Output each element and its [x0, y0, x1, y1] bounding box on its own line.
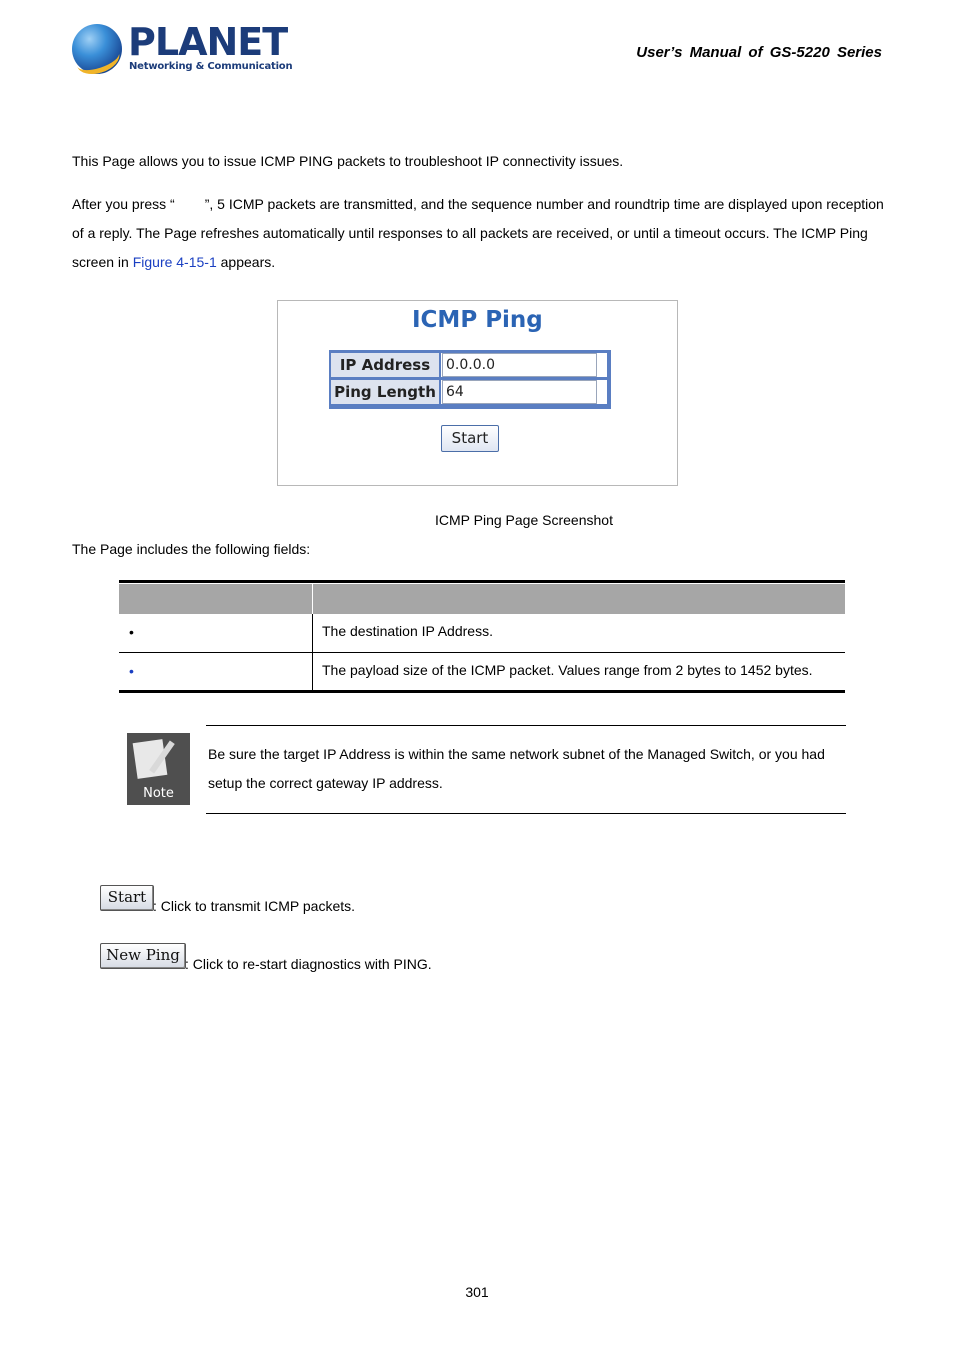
bullet: •: [129, 663, 134, 679]
start-button-description: : Click to transmit ICMP packets.: [153, 898, 356, 914]
ip-address-label: IP Address: [331, 353, 439, 377]
intro-paragraph: This Page allows you to issue ICMP PING packets to troubleshoot IP connectivity issues.: [72, 153, 624, 169]
logo-tagline: Networking & Communication: [129, 61, 293, 72]
ping-length-label: Ping Length: [331, 380, 439, 404]
bullet: •: [129, 624, 134, 640]
screenshot-start-button[interactable]: Start: [441, 425, 499, 452]
table-header: [119, 584, 845, 614]
ip-address-input[interactable]: 0.0.0.0: [442, 353, 597, 377]
screenshot-title: ICMP Ping: [412, 307, 543, 333]
screenshot-form-table: [329, 350, 611, 409]
description-paragraph: [72, 190, 884, 277]
note-icon-label: Note: [143, 786, 174, 801]
page-number: 301: [465, 1284, 489, 1300]
logo-wordmark: PLANET: [128, 20, 288, 64]
ping-length-input[interactable]: 64: [442, 380, 597, 404]
ip-address-row: [331, 352, 609, 378]
para-part-a: After you press “: [72, 196, 175, 212]
start-button[interactable]: Start: [100, 885, 154, 911]
note-text: Be sure the target IP Address is within the same network subnet of the Managed Switch, or you had setup the correct gateway IP address.: [208, 746, 825, 791]
planet-logo: [72, 20, 293, 76]
manual-title: User’s Manual of GS-5220 Series: [636, 44, 882, 61]
table-row: [119, 614, 845, 653]
para-part-c: appears.: [216, 254, 276, 270]
para-part-b: ”, 5 ICMP packets are transmitted, and the sequence number and roundtrip time are displayed upon reception of a reply. The Page refreshes automatically until responses to all packets are received, or until a timeout occurs. The ICMP Ping screen in: [72, 196, 884, 270]
new-ping-button-description: : Click to re-start diagnostics with PING.: [185, 956, 432, 972]
figure-link[interactable]: Figure 4-15-1: [132, 254, 217, 270]
note-top-rule: [206, 725, 846, 726]
figure-caption: ICMP Ping Page Screenshot: [435, 512, 613, 528]
icmp-ping-screenshot: [277, 300, 678, 486]
table-row: [119, 653, 845, 692]
ping-length-row: [331, 379, 609, 405]
fields-table: [119, 580, 845, 694]
note-icon: [127, 733, 190, 805]
field-description: The payload size of the ICMP packet. Values range from 2 bytes to 1452 bytes.: [322, 662, 813, 678]
new-ping-button[interactable]: New Ping: [100, 943, 186, 969]
note-bottom-rule: [206, 813, 846, 814]
field-description: The destination IP Address.: [322, 623, 493, 639]
fields-intro: The Page includes the following fields:: [72, 541, 311, 557]
